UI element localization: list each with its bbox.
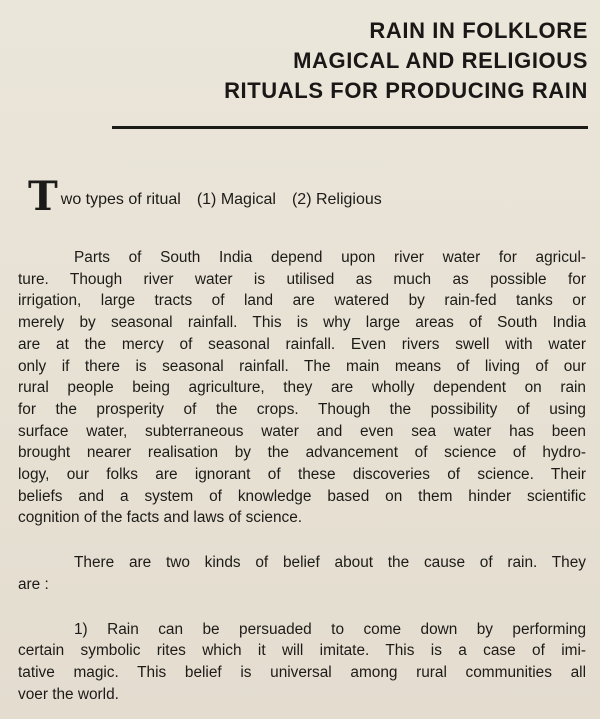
paragraph-1-line: beliefs and a system of knowledge based on them hinder scientific xyxy=(18,487,586,505)
subtitle-item-magical: (1) Magical xyxy=(196,191,276,208)
chapter-title xyxy=(224,16,588,106)
drop-cap: T xyxy=(28,173,58,220)
paragraph-1-line: Parts of South India depend upon river water for agricul- xyxy=(74,249,586,266)
paragraph-gap xyxy=(18,596,586,619)
paragraph-1 xyxy=(18,247,586,529)
paragraph-1-line: merely by seasonal rainfall. This is why large areas of South India xyxy=(18,314,586,332)
body-text xyxy=(18,247,586,705)
paragraph-1-line: ture. Though river water is utilised as much as possible for xyxy=(18,270,586,288)
paragraph-1-line: cognition of the facts and laws of science. xyxy=(18,509,303,527)
paragraph-1-line: surface water, subterraneous water and even sea water has been xyxy=(18,422,586,440)
title-rule xyxy=(112,126,588,129)
paragraph-1-line: logy, our folks are ignorant of these discoveries of science. Their xyxy=(18,466,586,484)
paragraph-3-line: certain symbolic rites which it will imitate. This is a case of imi- xyxy=(18,642,586,660)
paragraph-3-line: voer the world. xyxy=(18,685,119,703)
paragraph-1-line: brought nearer realisation by the advancement of science of hydro- xyxy=(18,444,586,462)
paragraph-2 xyxy=(18,552,586,595)
paragraph-1-line: are at the mercy of seasonal rainfall. Even rivers swell with water xyxy=(18,335,586,353)
paragraph-2-line: are : xyxy=(18,575,49,593)
title-line-3: RITUALS FOR PRODUCING RAIN xyxy=(224,78,588,103)
paragraph-3 xyxy=(18,619,586,706)
subtitle-lead: wo types of ritual xyxy=(60,191,181,208)
title-line-2: MAGICAL AND RELIGIOUS xyxy=(293,48,588,73)
paragraph-3-line: 1) Rain can be persuaded to come down by performing xyxy=(74,620,586,638)
paragraph-2-line: There are two kinds of belief about the cause of rain. They xyxy=(74,554,586,572)
paragraph-1-line: only if there is seasonal rainfall. The main means of living of our xyxy=(18,357,586,375)
paragraph-gap xyxy=(18,529,586,552)
paragraph-1-line: irrigation, large tracts of land are watered by rain-fed tanks or xyxy=(18,292,586,310)
paragraph-1-line: rural people being agriculture, they are wholly dependent on rain xyxy=(18,379,586,397)
subtitle-item-religious: (2) Religious xyxy=(291,191,382,208)
paragraph-3-line: tative magic. This belief is universal among rural communities all xyxy=(18,663,586,681)
title-line-1: RAIN IN FOLKLORE xyxy=(369,18,588,43)
paragraph-1-line: for the prosperity of the crops. Though the possibility of using xyxy=(18,400,586,418)
section-subtitle xyxy=(28,173,382,220)
